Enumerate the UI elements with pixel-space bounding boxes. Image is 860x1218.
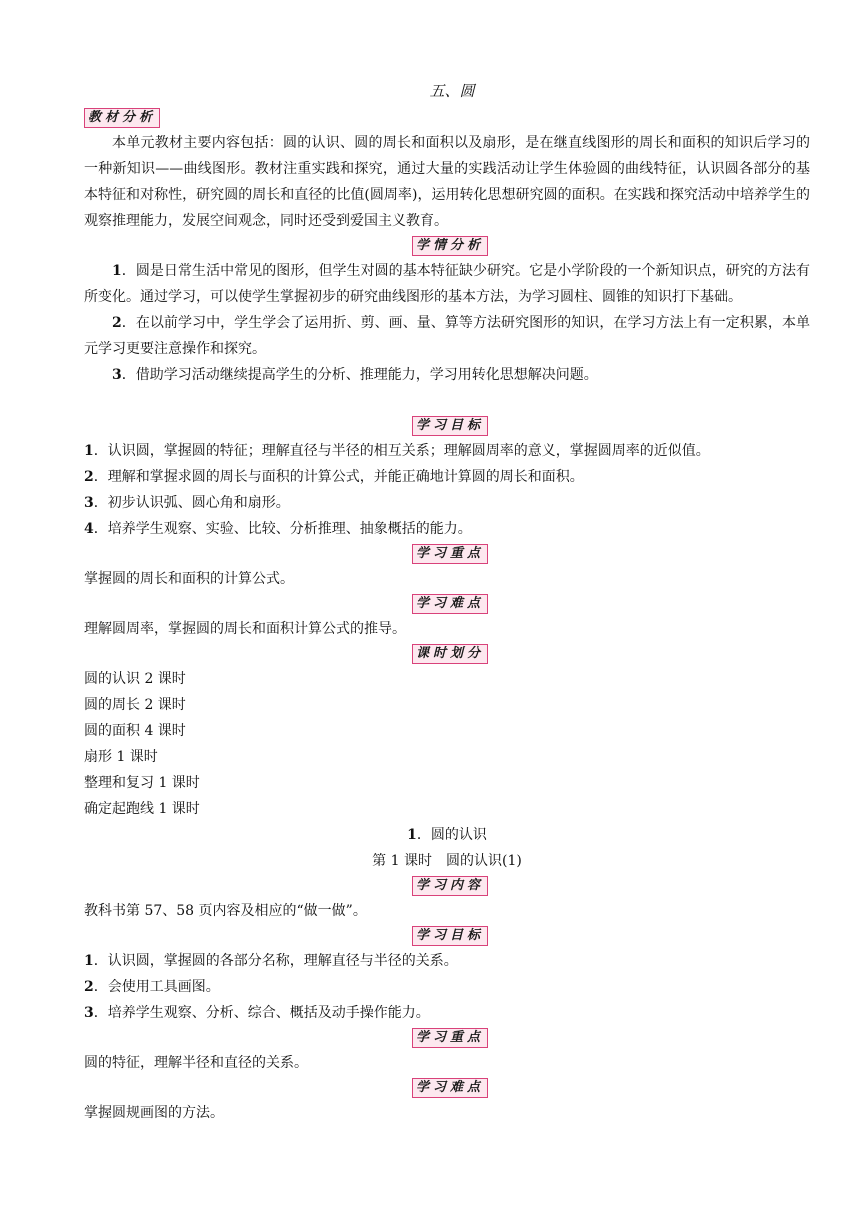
badge-student-analysis: 学情分析	[412, 236, 488, 256]
list-item: 1．认识圆，掌握圆的特征；理解直径与半径的相互关系；理解圆周率的意义，掌握圆周率的近似值。	[84, 443, 710, 459]
unit-title: 五、圆	[429, 82, 475, 100]
badge-learning-content: 学习内容	[412, 876, 488, 896]
learning-content-text: 教科书第 57、58 页内容及相应的“做一做”。	[84, 903, 367, 919]
list-item: 圆的周长 2 课时	[84, 697, 186, 713]
list-item: 整理和复习 1 课时	[84, 775, 200, 791]
list-item: 4．培养学生观察、实验、比较、分析推理、抽象概括的能力。	[84, 521, 472, 537]
badge-lesson-goals: 学习目标	[412, 926, 488, 946]
document-page	[84, 76, 810, 1126]
badge-lesson-plan: 课时划分	[412, 644, 488, 664]
list-item: 2．理解和掌握求圆的周长与面积的计算公式，并能正确地计算圆的周长和面积。	[84, 469, 584, 485]
badge-lesson-difficulties: 学习难点	[412, 1078, 488, 1098]
list-item: 2．在以前学习中，学生学会了运用折、剪、画、量、算等方法研究图形的知识，在学习方法上有一定积累，本单元学习更要注意操作和探究。	[84, 315, 810, 357]
lesson-key-points-text: 圆的特征，理解半径和直径的关系。	[84, 1055, 308, 1071]
list-item: 1．圆是日常生活中常见的图形，但学生对圆的基本特征缺少研究。它是小学阶段的一个新知识点，研究的方法有所变化。通过学习，可以使学生掌握初步的研究曲线图形的基本方法，为学习圆柱、圆锥的知识打下基础。	[84, 263, 810, 305]
difficulties-text: 理解圆周率，掌握圆的周长和面积计算公式的推导。	[84, 621, 406, 637]
list-item: 3．初步认识弧、圆心角和扇形。	[84, 495, 290, 511]
badge-key-points: 学习重点	[412, 544, 488, 564]
badge-lesson-key-points: 学习重点	[412, 1028, 488, 1048]
list-item: 圆的认识 2 课时	[84, 671, 186, 687]
badge-textbook-analysis: 教材分析	[84, 108, 160, 128]
list-item: 圆的面积 4 课时	[84, 723, 186, 739]
list-item: 3．借助学习活动继续提高学生的分析、推理能力，学习用转化思想解决问题。	[112, 367, 598, 383]
list-item: 确定起跑线 1 课时	[84, 801, 200, 817]
textbook-analysis-text: 本单元教材主要内容包括：圆的认识、圆的周长和面积以及扇形，是在继直线图形的周长和面积的知识后学习的一种新知识——曲线图形。教材注重实践和探究，通过大量的实践活动让学生体验圆的曲线特征，认识圆各部分的基本特征和对称性，研究圆的周长和直径的比值(圆周率)，运用转化思想研究圆的面积。在实践和探究活动中培养学生的观察推理能力，发展空间观念，同时还受到爱国主义教育。	[84, 135, 810, 229]
key-points-text: 掌握圆的周长和面积的计算公式。	[84, 571, 294, 587]
lesson-subheading: 第 1 课时 圆的认识(1)	[372, 853, 522, 869]
lesson-difficulties-text: 掌握圆规画图的方法。	[84, 1105, 224, 1121]
list-item: 3．培养学生观察、分析、综合、概括及动手操作能力。	[84, 1005, 430, 1021]
list-item: 扇形 1 课时	[84, 749, 158, 765]
badge-learning-goals: 学习目标	[412, 416, 488, 436]
list-item: 1．认识圆，掌握圆的各部分名称，理解直径与半径的关系。	[84, 953, 458, 969]
badge-difficulties: 学习难点	[412, 594, 488, 614]
list-item: 2．会使用工具画图。	[84, 979, 220, 995]
lesson-heading: 1．圆的认识	[407, 827, 487, 843]
